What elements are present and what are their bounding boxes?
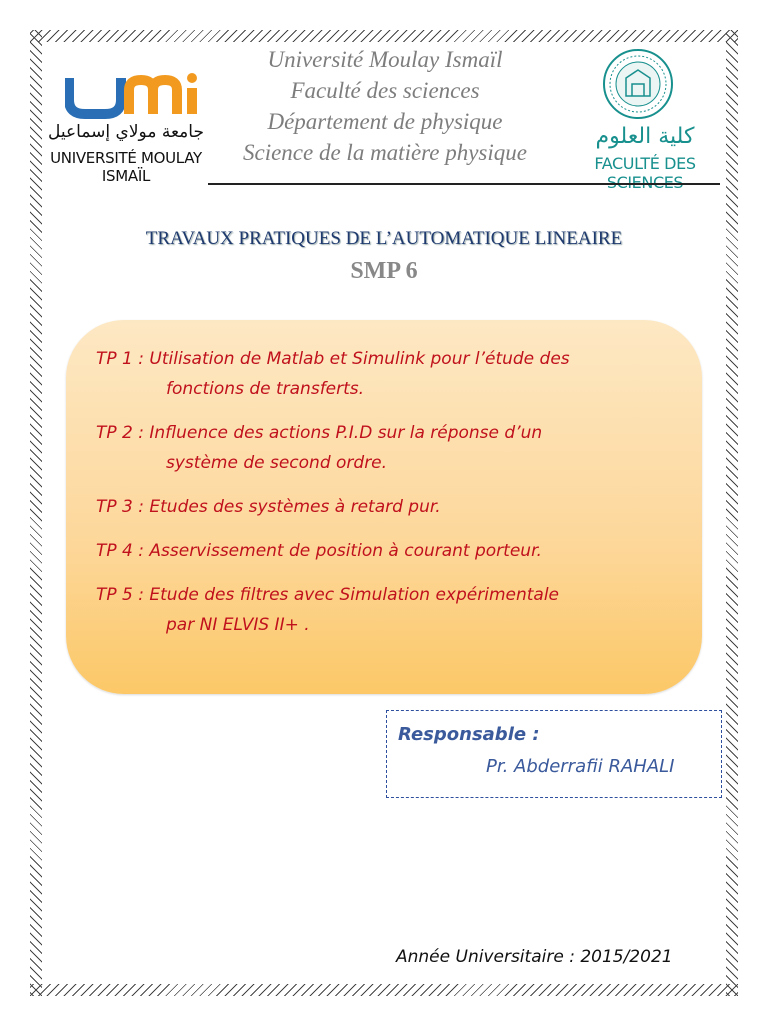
faculty-seal-icon xyxy=(602,48,674,120)
faculty-logo-arabic-text: كلية العلوم xyxy=(595,124,695,149)
responsable-label: Responsable : xyxy=(398,724,540,745)
tp-item-line: TP 1 : Utilisation de Matlab et Simulink pour l’étude des xyxy=(96,349,570,369)
tp-item-line: TP 2 : Influence des actions P.I.D sur la réponse d’un xyxy=(96,423,543,443)
tp-item-1 xyxy=(96,344,674,404)
tp-item-5 xyxy=(96,580,674,640)
faculty-logo-latin-text: FACULTÉ DES xyxy=(594,154,696,173)
page-border-top xyxy=(30,30,738,42)
department-name: Département de physique xyxy=(267,109,503,134)
faculty-logo xyxy=(560,44,730,174)
header-divider xyxy=(208,183,720,185)
university-name: Université Moulay Ismaïl xyxy=(267,47,503,72)
tp-item-continuation: par NI ELVIS II+ . xyxy=(166,615,310,635)
document-subtitle: SMP 6 xyxy=(350,258,418,284)
tp-item-continuation: système de second ordre. xyxy=(166,453,388,473)
tp-item-line: TP 3 : Etudes des systèmes à retard pur. xyxy=(96,497,441,517)
document-title: TRAVAUX PRATIQUES DE L’AUTOMATIQUE LINEAIRE xyxy=(145,228,623,249)
responsable-name: Pr. Abderrafii RAHALI xyxy=(486,756,675,777)
tp-item-4 xyxy=(96,536,674,566)
umi-logo xyxy=(40,52,212,185)
program-name: Science de la matière physique xyxy=(243,140,527,165)
tp-item-3 xyxy=(96,492,674,522)
umi-logo-icon xyxy=(65,72,205,120)
umi-logo-arabic-text: جامعة مولاي إسماعيل xyxy=(48,122,204,142)
tp-item-2 xyxy=(96,418,674,478)
tp-list xyxy=(96,344,674,654)
umi-logo-latin-text: UNIVERSITÉ MOULAY ISMAÏL xyxy=(50,149,202,185)
institution-header xyxy=(215,44,555,168)
academic-year: Année Universitaire : 2015/2021 xyxy=(396,947,673,967)
tp-item-continuation: fonctions de transferts. xyxy=(166,379,365,399)
tp-item-line: TP 5 : Etude des filtres avec Simulation expérimentale xyxy=(96,585,560,605)
page-border-bottom xyxy=(30,984,738,996)
faculty-name: Faculté des sciences xyxy=(290,78,480,103)
tp-item-line: TP 4 : Asservissement de position à courant porteur. xyxy=(96,541,542,561)
